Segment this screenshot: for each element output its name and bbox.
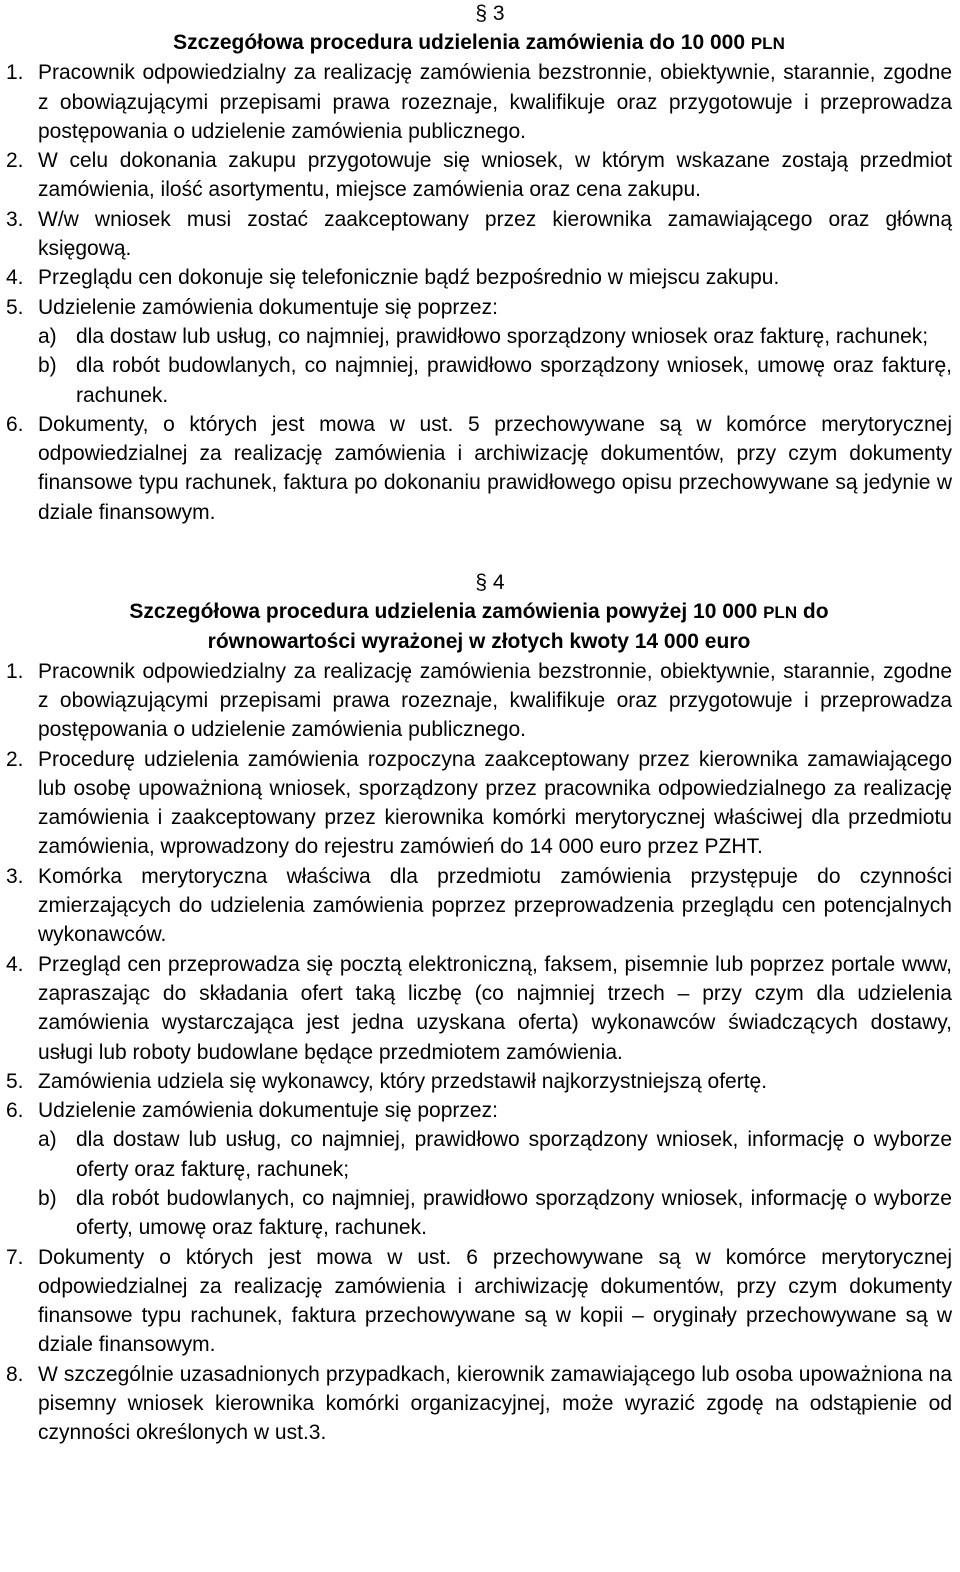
section-3-mark: § 3 bbox=[475, 2, 505, 25]
list-item: 1. Pracownik odpowiedzialny za realizację zamówienia bezstronnie, obiektywnie, starannie, zgodne z obowiązującymi przepisami prawa rozeznaje, kwalifikuje oraz przygotowuje i przeprowadza postępowania o udzielenie zamówienia publicznego. bbox=[6, 659, 952, 742]
list-item: 2. W celu dokonania zakupu przygotowuje się wniosek, w którym wskazane zostają przedmiot zamówienia, ilość asortymentu, miejsce zamówienia oraz cena zakupu. bbox=[6, 149, 952, 202]
section-4-title: Szczegółowa procedura udzielenia zamówienia powyżej 10 000 PLN do równowartości wyrażonej w złotych kwoty 14 000 euro bbox=[129, 600, 829, 654]
list-item: 4. Przegląd cen przeprowadza się pocztą elektroniczną, faksem, pisemnie lub poprzez portale www, zapraszając do składania ofert taką liczbę (co najmniej trzech – przy czym dla udzielenia zamówienia wystarczająca jest jedna uzyskana oferta) wykonawców świadczących dostawy, usługi lub roboty budowlane będące przedmiotem zamówienia. bbox=[6, 952, 952, 1064]
list-item: 6. Udzielenie zamówienia dokumentuje się poprzez: bbox=[6, 1099, 498, 1123]
sub-item: a) dla dostaw lub usług, co najmniej, prawidłowo sporządzony wniosek, informację o wyborze oferty oraz fakturę, rachunek; bbox=[38, 1128, 952, 1181]
section-3-title: Szczegółowa procedura udzielenia zamówienia do 10 000 PLN bbox=[173, 31, 785, 54]
list-item: 2. Procedurę udzielenia zamówienia rozpoczyna zaakceptowany przez kierownika zamawiającego lub osobę upoważnioną wniosek, sporządzony przez pracownika odpowiedzialnego za realizację zamówienia i zaakceptowany przez kierownika komórki merytorycznej właściwej dla przedmiotu zamówienia, wprowadzony do rejestru zamówień do 14 000 euro przez PZHT. bbox=[6, 747, 952, 859]
list-item: 4. Przeglądu cen dokonuje się telefonicznie bądź bezpośrednio w miejscu zakupu. bbox=[6, 266, 780, 290]
sub-item: a) dla dostaw lub usług, co najmniej, prawidłowo sporządzony wniosek oraz fakturę, rachunek; bbox=[38, 324, 929, 348]
list-item: 5. Udzielenie zamówienia dokumentuje się poprzez: bbox=[6, 295, 498, 319]
sub-item: b) dla robót budowlanych, co najmniej, prawidłowo sporządzony wniosek, informację o wyborze oferty, umowę oraz fakturę, rachunek. bbox=[38, 1186, 952, 1240]
list-item: 3. W/w wniosek musi zostać zaakceptowany przez kierownika zamawiającego oraz główną księgową. bbox=[6, 207, 952, 261]
section-4-mark: § 4 bbox=[475, 571, 505, 595]
list-item: 8. W szczególnie uzasadnionych przypadkach, kierownik zamawiającego lub osoba upoważniona na pisemny wniosek kierownika komórki organizacyjnej, może wyrazić zgodę na odstąpienie od czynności określonych w ust.3. bbox=[6, 1362, 952, 1445]
list-item: 1. Pracownik odpowiedzialny za realizację zamówienia bezstronnie, obiektywnie, starannie, zgodne z obowiązującymi przepisami prawa rozeznaje, kwalifikuje oraz przygotowuje i przeprowadza postępowania o udzielenie zamówienia publicznego. bbox=[6, 61, 952, 143]
list-item: 5. Zamówienia udziela się wykonawcy, który przedstawił najkorzystniejszą ofertę. bbox=[6, 1069, 768, 1093]
list-item: 3. Komórka merytoryczna właściwa dla przedmiotu zamówienia przystępuje do czynności zmierzających do udzielenia zamówienia poprzez przeprowadzenia przeglądu cen potencjalnych wykonawców. bbox=[6, 864, 952, 947]
list-item: 6. Dokumenty, o których jest mowa w ust. 5 przechowywane są w komórce merytorycznej odpowiedzialnej za realizację zamówienia i archiwizację dokumentów, przy czym dokumenty finansowe typu rachunek, faktura po dokonaniu prawidłowego opisu przechowywane są jedynie w dziale finansowym. bbox=[6, 412, 952, 524]
list-item: 7. Dokumenty o których jest mowa w ust. 6 przechowywane są w komórce merytorycznej odpowiedzialnej za realizację zamówienia i archiwizację dokumentów, przy czym dokumenty finansowe typu rachunek, faktura przechowywane są w kopii – oryginały przechowywane są w dziale finansowym. bbox=[6, 1245, 952, 1357]
sub-item: b) dla robót budowlanych, co najmniej, prawidłowo sporządzony wniosek, umowę oraz fakturę, rachunek. bbox=[38, 354, 952, 407]
